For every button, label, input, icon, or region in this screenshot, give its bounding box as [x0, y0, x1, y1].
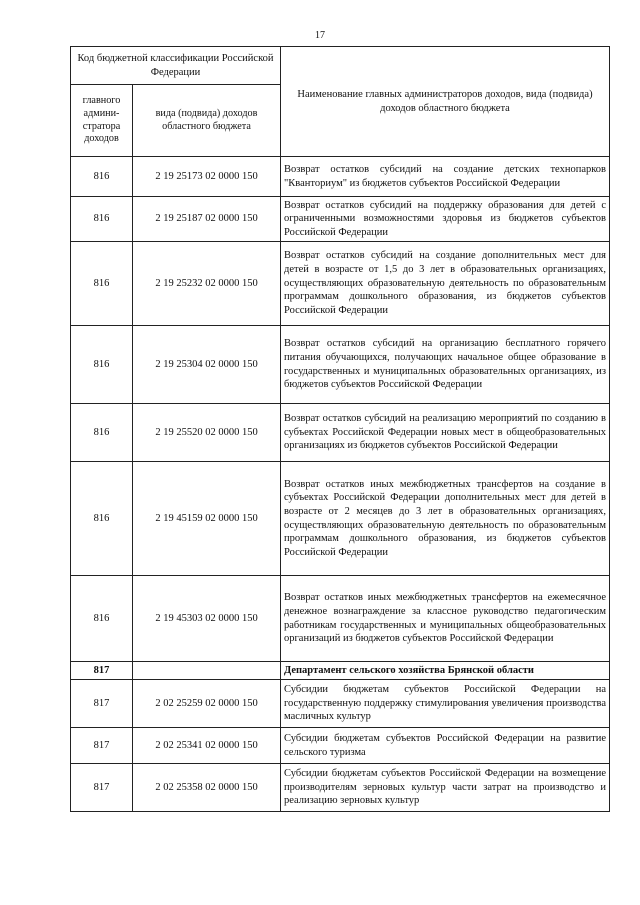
admin-code-cell: 816 — [71, 242, 133, 326]
description-cell: Возврат остатков субсидий на создание дополнительных мест для детей в возрасте от 1,5 до 3 лет в образовательных организациях, осуществляющих образовательную деятельность по образовательным программам дошкольного образования, из бюджетов субъектов Российской Федерации — [281, 242, 610, 326]
table-row — [71, 728, 610, 764]
header-name: Наименование главных администраторов доходов, вида (подвида) доходов областного бюджета — [281, 47, 610, 157]
header-code-group: Код бюджетной классификации Российской Федерации — [71, 47, 281, 85]
table-row — [71, 404, 610, 462]
description-cell: Возврат остатков субсидий на поддержку образования для детей с ограниченными возможностями здоровья из бюджетов субъектов Российской Федерации — [281, 197, 610, 242]
table-row — [71, 662, 610, 680]
table-row — [71, 242, 610, 326]
header-income-type: вида (подвида) доходов областного бюджета — [133, 85, 281, 157]
table-row — [71, 462, 610, 576]
budget-code-cell: 2 02 25358 02 0000 150 — [133, 764, 281, 812]
budget-code-cell: 2 19 25520 02 0000 150 — [133, 404, 281, 462]
table-row — [71, 157, 610, 197]
budget-code-cell: 2 02 25259 02 0000 150 — [133, 680, 281, 728]
header-admin: главного админи-стратора доходов — [71, 85, 133, 157]
description-cell: Возврат остатков иных межбюджетных трансфертов на создание в субъектах Российской Федерации дополнительных мест для детей в возрасте от 2 месяцев до 3 лет в образовательных организациях, осуществляющих образовательную деятельность по образовательным программам дошкольного образования, из бюджетов субъектов Российской Федерации — [281, 462, 610, 576]
header-row — [71, 47, 610, 85]
admin-code-cell: 817 — [71, 764, 133, 812]
page-number: 17 — [315, 30, 325, 41]
admin-code-cell: 816 — [71, 157, 133, 197]
description-cell: Субсидии бюджетам субъектов Российской Федерации на развитие сельского туризма — [281, 728, 610, 764]
budget-code-cell: 2 19 25187 02 0000 150 — [133, 197, 281, 242]
admin-code-cell: 816 — [71, 462, 133, 576]
budget-classification-table — [70, 46, 610, 812]
description-cell: Субсидии бюджетам субъектов Российской Федерации на возмещение производителям зерновых культур части затрат на производство и реализацию зерновых культур — [281, 764, 610, 812]
table-row — [71, 764, 610, 812]
description-cell: Субсидии бюджетам субъектов Российской Федерации на государственную поддержку стимулирования увеличения производства масличных культур — [281, 680, 610, 728]
description-cell: Возврат остатков субсидий на организацию бесплатного горячего питания обучающихся, получающих начальное общее образование в государственных и муниципальных образовательных организациях, из бюджетов субъектов Российской Федерации — [281, 326, 610, 404]
budget-code-cell — [133, 662, 281, 680]
table-row — [71, 680, 610, 728]
budget-code-cell: 2 19 25173 02 0000 150 — [133, 157, 281, 197]
table-row — [71, 197, 610, 242]
admin-code-cell: 817 — [71, 662, 133, 680]
budget-code-cell: 2 19 25232 02 0000 150 — [133, 242, 281, 326]
admin-code-cell: 816 — [71, 404, 133, 462]
admin-code-cell: 816 — [71, 197, 133, 242]
admin-code-cell: 817 — [71, 728, 133, 764]
table-row — [71, 576, 610, 662]
description-cell: Возврат остатков иных межбюджетных трансфертов на ежемесячное денежное вознаграждение за классное руководство педагогическим работникам государственных и муниципальных общеобразовательных организаций из бюджетов субъектов Российской Федерации — [281, 576, 610, 662]
budget-code-cell: 2 19 45303 02 0000 150 — [133, 576, 281, 662]
budget-code-cell: 2 19 25304 02 0000 150 — [133, 326, 281, 404]
description-cell: Возврат остатков субсидий на реализацию мероприятий по созданию в субъектах Российской Федерации новых мест в общеобразовательных организациях из бюджетов субъектов Российской Федерации — [281, 404, 610, 462]
table-row — [71, 326, 610, 404]
admin-code-cell: 817 — [71, 680, 133, 728]
description-cell: Департамент сельского хозяйства Брянской области — [281, 662, 610, 680]
admin-code-cell: 816 — [71, 576, 133, 662]
description-cell: Возврат остатков субсидий на создание детских технопарков "Кванториум" из бюджетов субъектов Российской Федерации — [281, 157, 610, 197]
budget-code-cell: 2 19 45159 02 0000 150 — [133, 462, 281, 576]
admin-code-cell: 816 — [71, 326, 133, 404]
budget-code-cell: 2 02 25341 02 0000 150 — [133, 728, 281, 764]
